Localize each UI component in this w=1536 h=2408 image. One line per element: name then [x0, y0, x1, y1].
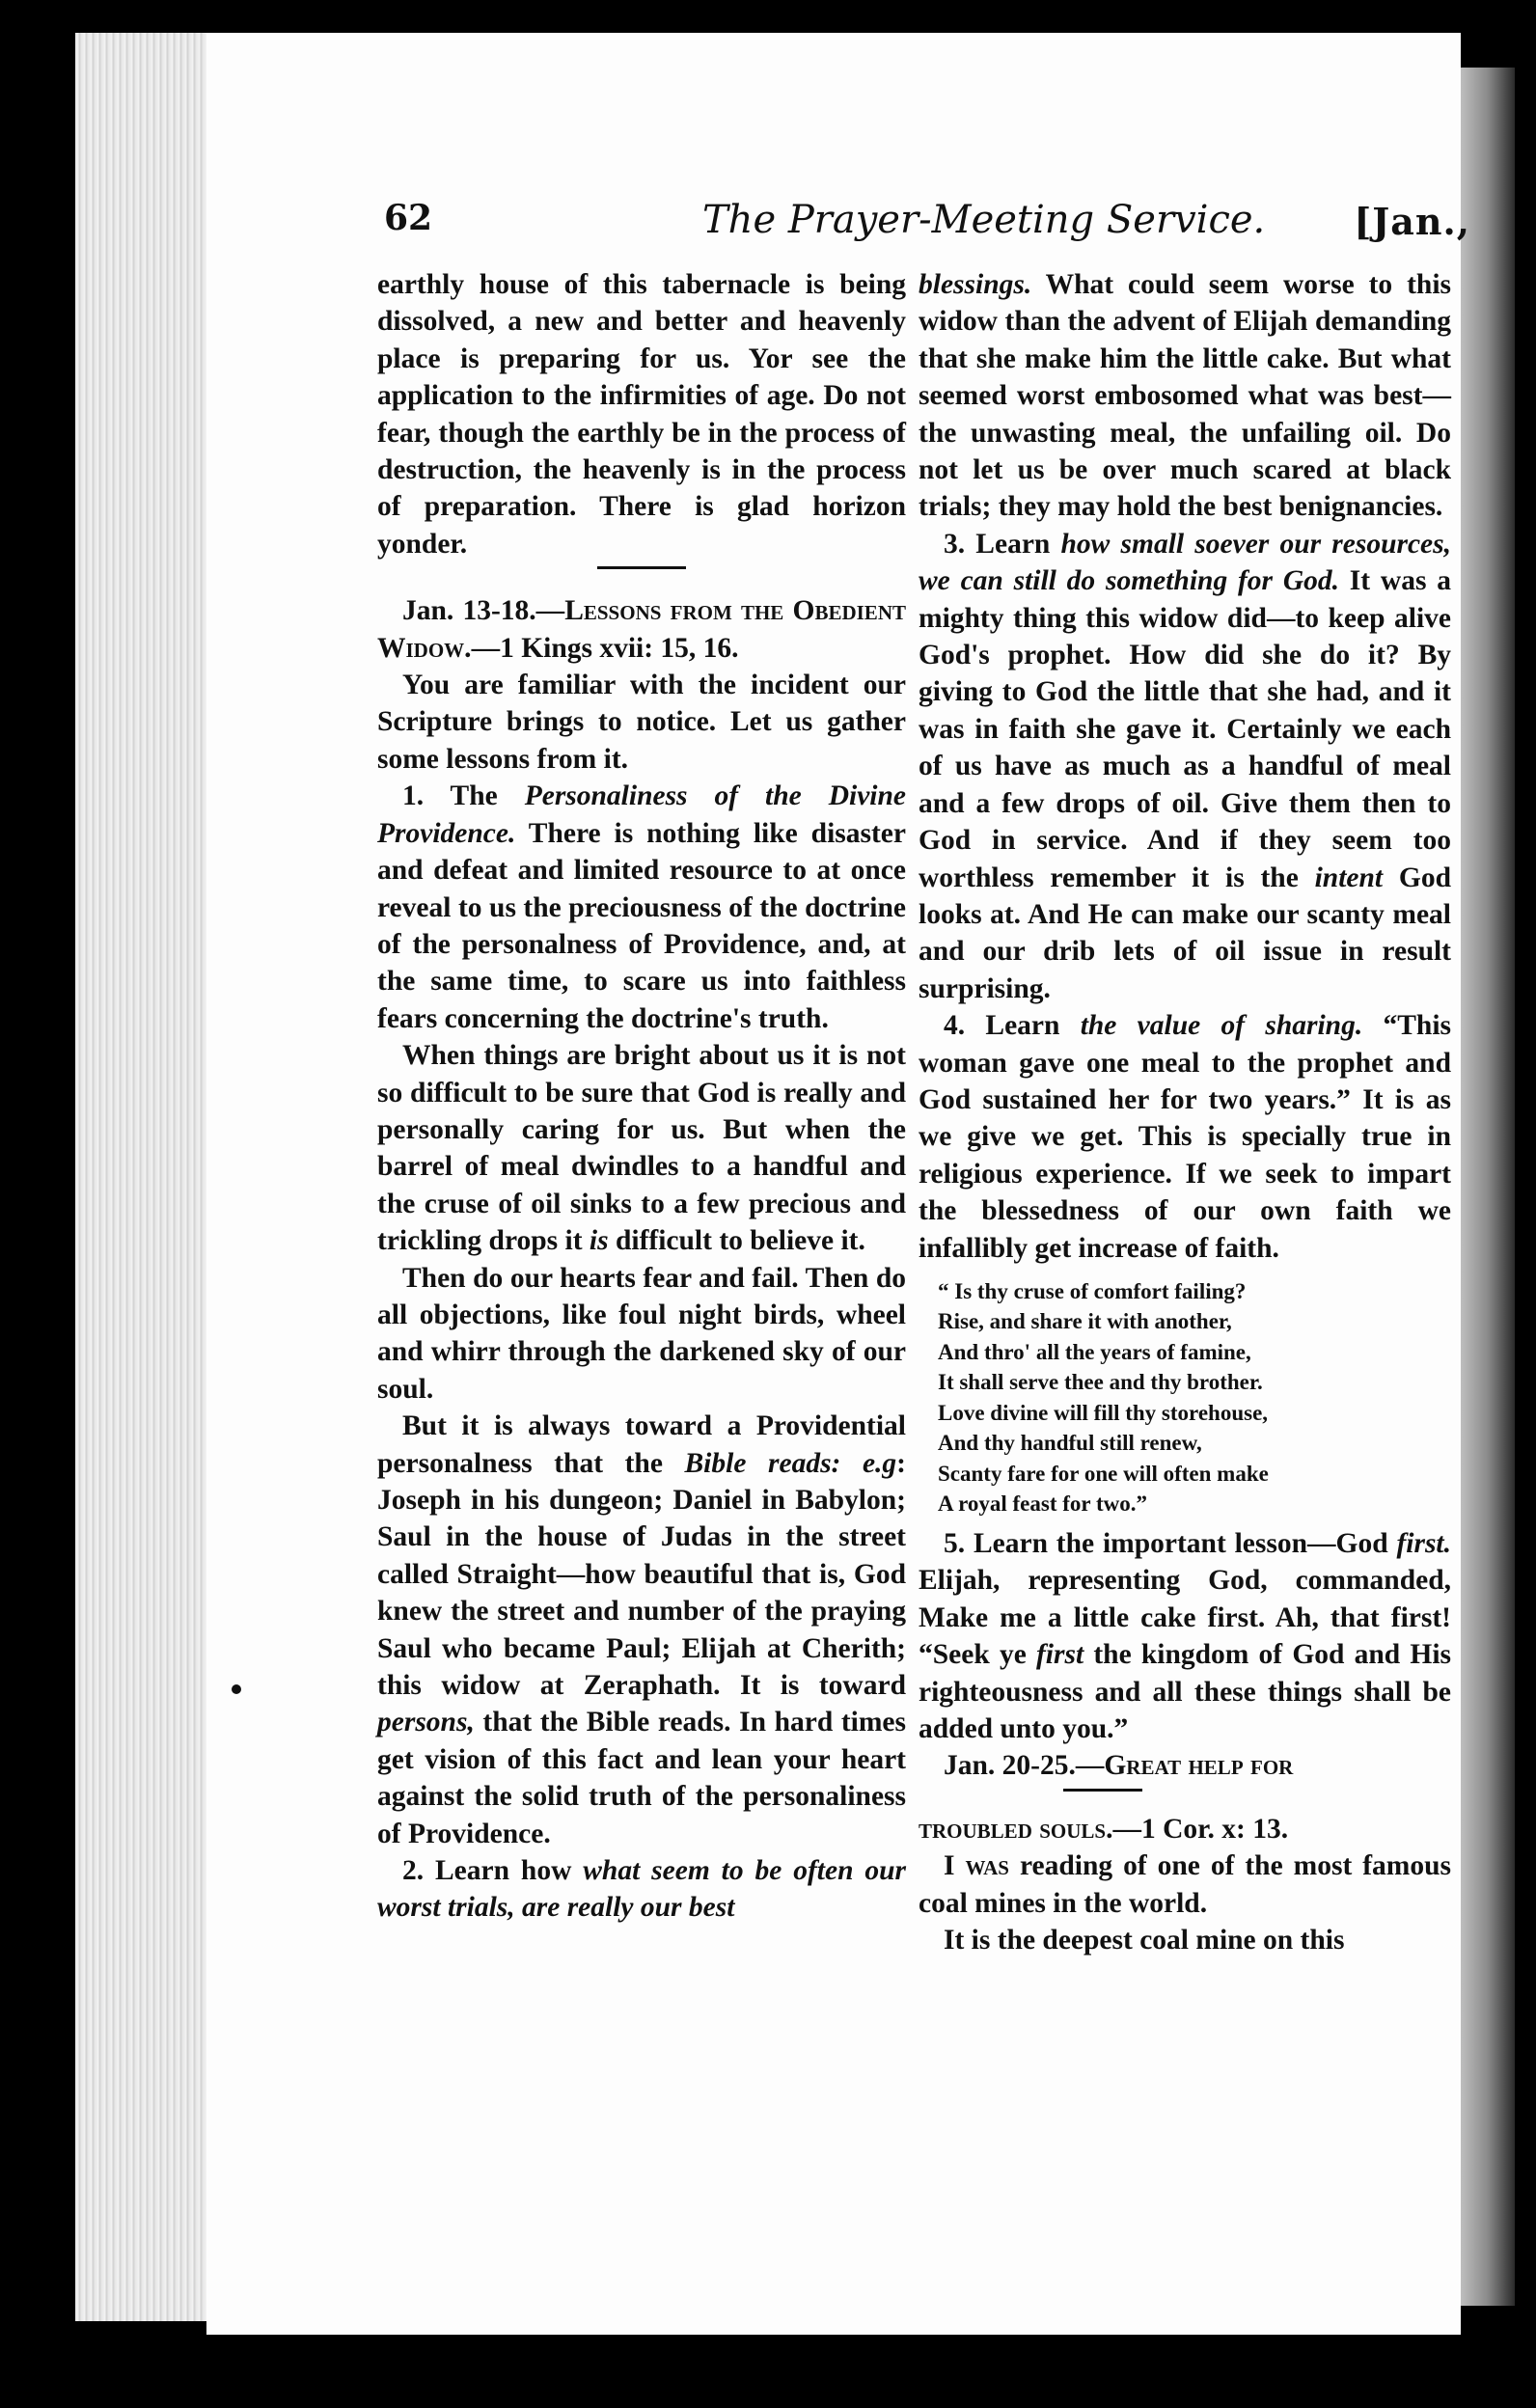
paragraph: 3. Learn how small soever our resources, we can still do something for God. It was a mighty thing this widow did—to keep alive God's prophet. How did she do it? By giving to God the little that she had, and it was in faith she gave it. Certainly we each of us have as much as a handful of meal and a few drops of oil. Give them then to God in service. And if they seem too worthless remember it is the intent God looks at. And He can make our scanty meal and our drib lets of oil issue in result surprising.: [919, 528, 1451, 1004]
paragraph: Then do our hearts fear and fail. Then do all objections, like foul night birds, wheel and whirr through the darkened sky of our soul.: [377, 1262, 906, 1405]
poem-quote: [938, 1276, 1451, 1519]
section-heading: Jan. 20-25.—Great help for: [944, 1750, 1294, 1782]
poem-line: Rise, and share it with another,: [938, 1309, 1232, 1334]
section-heading-continued: troubled souls.—1 Cor. x: 13.: [919, 1813, 1289, 1845]
section-rule: [1063, 1789, 1142, 1792]
paragraph: You are familiar with the incident our Scripture brings to notice. Let us gather some lessons from it.: [377, 670, 906, 775]
poem-line: And thro' all the years of famine,: [938, 1339, 1251, 1364]
running-title: The Prayer-Meeting Service.: [702, 198, 1266, 242]
paragraph: blessings. What could seem worse to this widow than the advent of Elijah demanding that she make him the little cake. But what seemed worst embosomed what was best—the unwasting meal, the unfailing oil. Do not let us be over much scared at black trials; they may hold the best benignancies.: [919, 269, 1451, 523]
running-header: [384, 198, 1470, 256]
margin-mark: [232, 1684, 241, 1694]
paragraph: 1. The Personaliness of the Divine Providence. There is nothing like disaster and defeat and limited resource to at once reveal to us the preciousness of the doctrine of the personalness of Providence, and, at the same time, to scare us into faithless fears concerning the doctrine's truth.: [377, 780, 906, 1034]
book-page-edges: [75, 33, 210, 2321]
paragraph: 2. Learn how what seem to be often our worst trials, are really our best: [377, 1855, 906, 1924]
paragraph: 4. Learn the value of sharing. “This woman gave one meal to the prophet and God sustained her for two years.” It is as we give we get. This is specially true in religious experience. If we seek to impart the blessedness of our own faith we infallibly get increase of faith.: [919, 1010, 1451, 1264]
paragraph: I was reading of one of the most famous coal mines in the world.: [919, 1850, 1452, 1919]
poem-line: And thy handful still renew,: [938, 1431, 1202, 1456]
paragraph: But it is always toward a Providential personalness that the Bible reads: e.g: Joseph in his dungeon; Daniel in Babylon; Saul in the house of Judas in the street called Straight—how beautiful that is, God knew the street and number of the praying Saul who became Paul; Elijah at Cherith; this widow at Zeraphath. It is toward persons, that the Bible reads. In hard times get vision of this fact and lean your heart against the solid truth of the personaliness of Providence.: [377, 1410, 906, 1849]
paragraph: earthly house of this tabernacle is being dissolved, a new and better and heavenly place is preparing for us. Yor see the application to the infirmities of age. Do not fear, though the earthly be in the process of destruction, the heavenly is in the process of preparation. There is glad horizon yonder.: [377, 269, 906, 560]
right-column: [919, 266, 1451, 1958]
paragraph: It is the deepest coal mine on this: [944, 1925, 1345, 1956]
page-number: 62: [384, 198, 433, 238]
running-month: [Jan.,: [1354, 200, 1470, 243]
poem-line: “ Is thy cruse of comfort failing?: [938, 1278, 1247, 1303]
poem-line: Love divine will fill thy storehouse,: [938, 1400, 1269, 1425]
paragraph: When things are bright about us it is not so difficult to be sure that God is really and personally caring for us. But when the barrel of meal dwindles to a handful and the cruse of oil sinks to a few precious and trickling drops it is difficult to believe it.: [377, 1040, 906, 1257]
left-column: [377, 266, 906, 1927]
poem-line: Scanty fare for one will often make: [938, 1461, 1269, 1486]
section-rule: [597, 566, 686, 569]
paragraph: 5. Learn the important lesson—God first. Elijah, representing God, commanded, Make me a little cake first. Ah, that first! “Seek ye first the kingdom of God and His righteousness and all these things shall be added unto you.”: [919, 1527, 1451, 1744]
poem-line: It shall serve thee and thy brother.: [938, 1370, 1263, 1395]
poem-line: A royal feast for two.”: [938, 1491, 1147, 1517]
section-heading: Jan. 13-18.—Lessons from the Obedient Widow.—1 Kings xvii: 15, 16.: [377, 595, 906, 664]
